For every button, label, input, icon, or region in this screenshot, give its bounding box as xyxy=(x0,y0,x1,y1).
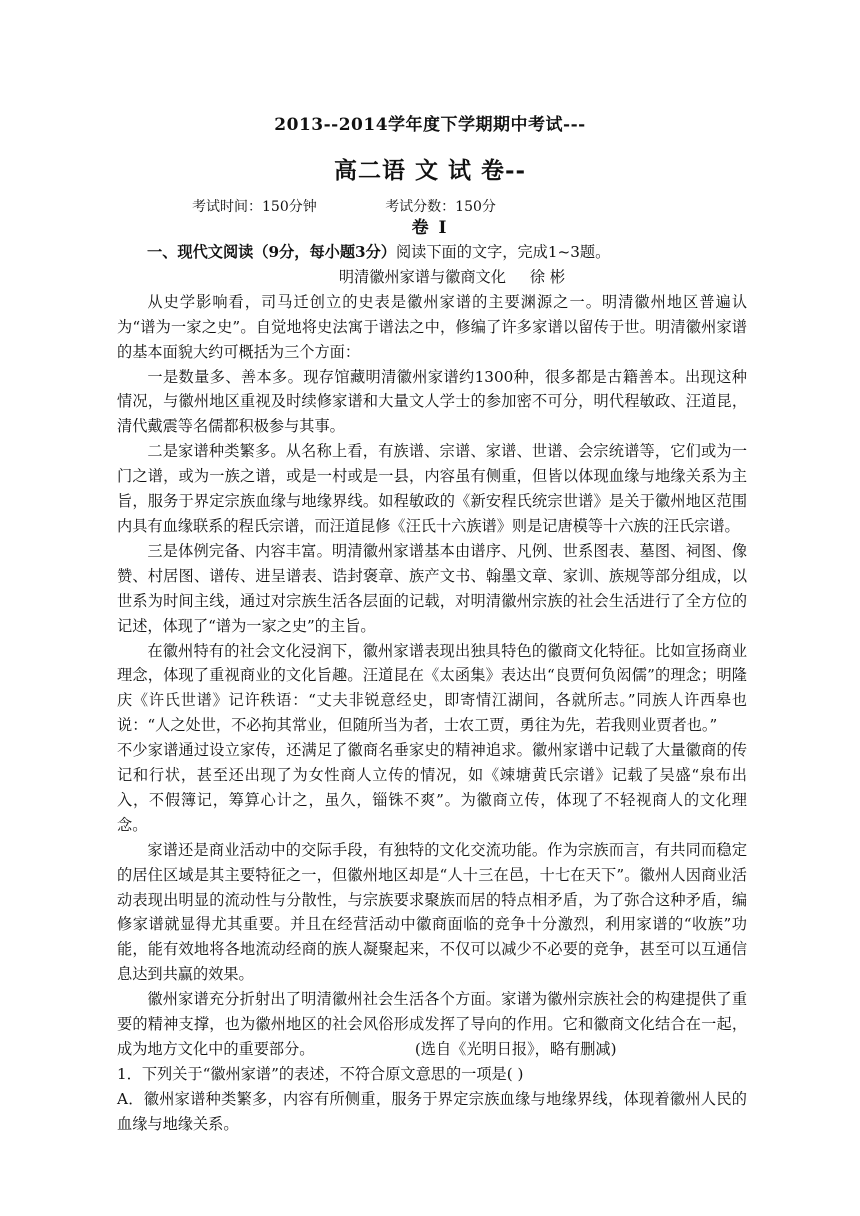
question-1: 1．下列关于“徽州家谱”的表述，不符合原文意思的一项是( ) xyxy=(117,1064,524,1083)
paragraph-7: 家谱还是商业活动中的交际手段，有独特的文化交流功能。作为宗族而言，有共同而稳定的居住区域是其主要特征之一，但徽州地区却是“人十三在邑，十七在天下”。徽州人因商业活动表现出明显的流动性与分散性，与宗族要求聚族而居的特点相矛盾，为了弥合这种矛盾，编修家谱就显得尤其重要。并且在经营活动中徽商面临的竞争十分激烈，利用家谱的“收族”功能，能有效地将各地流动经商的族人凝聚起来，不仅可以减少不必要的竞争，甚至可以互通信息达到共赢的效果。 xyxy=(117,840,747,984)
reading-section xyxy=(117,240,747,1137)
paragraph-1: 从史学影响看，司马迁创立的史表是徽州家谱的主要渊源之一。明清徽州地区普遍认为“谱为一家之史”。自觉地将史法寓于谱法之中，修编了许多家谱以留传于世。明清徽州家谱的基本面貌大约可概括为三个方面： xyxy=(117,292,747,361)
section-heading-bold: 一、现代文阅读（9分，每小题3分） xyxy=(147,243,396,261)
paragraph-4: 三是体例完备、内容丰富。明清徽州家谱基本由谱序、凡例、世系图表、墓图、祠图、像赞、村居图、谱传、进呈谱表、诰封褒章、族产文书、翰墨文章、家训、族规等部分组成，以世系为时间主线，通过对宗族生活各层面的记载，对明清徽州宗族的社会生活进行了全方位的记述，体现了“谱为一家之史”的主旨。 xyxy=(117,541,747,635)
exam-score: 考试分数：150分 xyxy=(385,199,496,215)
article-title-line xyxy=(117,265,747,290)
paragraph-3: 二是家谱种类繁多。从名称上看，有族谱、宗谱、家谱、世谱、会宗统谱等，它们或为一门之谱，或为一族之谱，或是一村或是一县，内容虽有侧重，但皆以体现血缘与地缘关系为主旨，服务于界定宗族血缘与地缘界线。如程敏政的《新安程氏统宗世谱》是关于徽州地区范围内具有血缘联系的程氏宗谱，而汪道昆修《汪氏十六族谱》则是记唐模等十六族的汪氏宗谱。 xyxy=(117,442,747,535)
exam-time: 考试时间：150分钟 xyxy=(192,199,317,215)
exam-title: 2013--2014学年度下学期期中考试--- xyxy=(274,115,586,135)
article-source: (选自《光明日报》，略有删减) xyxy=(414,1040,617,1058)
paragraph-6: 不少家谱通过设立家传，还满足了徽商名垂家史的精神追求。徽州家谱中记载了大量徽商的传记和行状，甚至还出现了为女性商人立传的情况，如《竦塘黄氏宗谱》记载了吴盛“泉布出入，不假簿记，筹算心计之，虽久，锱铢不爽”。为徽商立传，体现了不轻视商人的文化理念。 xyxy=(117,741,747,834)
question-1-option-a: A．徽州家谱种类繁多，内容有所侧重，服务于界定宗族血缘与地缘界线，体现着徽州人民的血缘与地缘关系。 xyxy=(117,1089,747,1133)
section-heading xyxy=(117,240,747,265)
exam-meta xyxy=(192,197,496,217)
volume-label: 卷 Ⅰ xyxy=(411,218,449,238)
paragraph-2: 一是数量多、善本多。现存馆藏明清徽州家谱约1300种，很多都是古籍善本。出现这种情况，与徽州地区重视及时续修家谱和大量文人学士的参加密不可分，明代程敏政、汪道昆，清代戴震等名儒都积极参与其事。 xyxy=(117,367,747,436)
section-instruction: 阅读下面的文字，完成1~3题。 xyxy=(395,243,611,261)
paragraph-5: 在徽州特有的社会文化浸润下，徽州家谱表现出独具特色的徽商文化特征。比如宣扬商业理念，体现了重视商业的文化旨趣。汪道昆在《太函集》表达出“良贾何负闳儒”的理念；明隆庆《许氏世谱》记许秩语：“丈夫非锐意经史，即寄情江湖间，各就所志。”同族人许西皋也说：“人之处世，不必拘其常业，但随所当为者，士农工贾，勇往为先，若我则业贾者也。” xyxy=(117,641,747,735)
exam-subtitle: 高二语 文 试 卷-- xyxy=(333,157,527,184)
paragraph-8-text: 徽州家谱充分折射出了明清徽州社会生活各个方面。家谱为徽州宗族社会的构建提供了重要的精神支撑，也为徽州地区的社会风俗形成发挥了导向的作用。它和徽商文化结合在一起，成为地方文化中的重要部分。 xyxy=(117,990,747,1058)
paragraph-8 xyxy=(117,987,747,1062)
article-title: 明清徽州家谱与徽商文化 xyxy=(338,267,506,286)
article-author: 徐 彬 xyxy=(529,267,566,286)
